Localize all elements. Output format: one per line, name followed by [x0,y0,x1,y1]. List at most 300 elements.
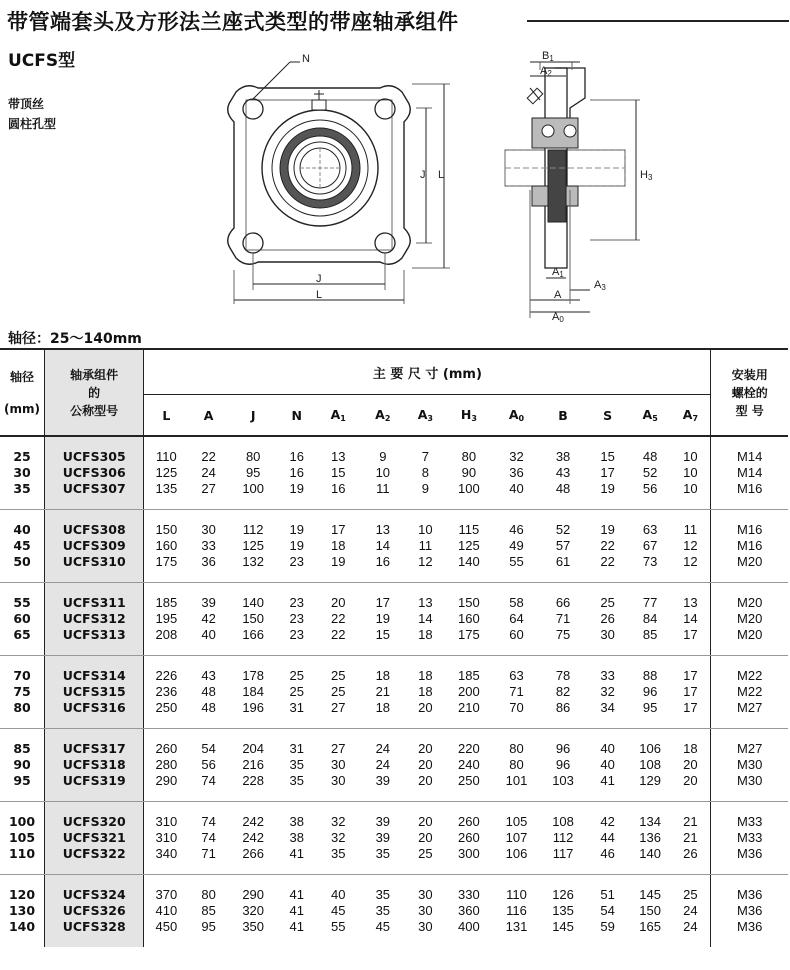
spec-table [0,348,788,947]
cell-model: UCFS311 [45,595,144,611]
cell-dim: 73 [642,554,658,569]
dim-header-0: L [144,395,189,437]
cell-dim: 26 [600,611,615,626]
cell-dim: 112 [552,830,574,845]
cell-dim: 107 [505,830,528,845]
cell-dim: 14 [683,611,698,626]
cell-dim: 16 [331,481,346,496]
table-row [0,700,788,716]
cell-dim: 86 [555,700,571,715]
side-view [505,50,653,324]
cell-dim: 160 [458,611,480,626]
table-row [0,757,788,773]
cell-dim: 23 [289,627,304,642]
cell-dim: 30 [418,887,433,902]
cell-dim: 59 [600,919,615,934]
cell-dim: 16 [289,465,304,480]
group-spacer [0,875,788,888]
cell-dim: 55 [331,919,346,934]
cell-dim: 45 [375,919,391,934]
cell-dim: 74 [201,830,216,845]
cell-dim: 41 [289,846,304,861]
cell-dim: 18 [418,627,433,642]
cell-dim: 250 [144,700,189,716]
cell-shaft: 105 [8,830,36,845]
cell-model: UCFS310 [45,554,144,570]
cell-dim: 260 [458,814,480,829]
cell-dim: 196 [242,700,265,715]
cell-dim: 32 [600,684,615,699]
cell-dim: 67 [642,538,658,553]
cell-dim: 226 [144,668,189,684]
dim-header-3: N [277,395,315,437]
cell-model: UCFS315 [45,684,144,700]
cell-model: UCFS318 [45,757,144,773]
cell-model: UCFS316 [45,700,144,716]
cell-dim: 32 [509,449,524,464]
cell-dim: 106 [505,846,528,861]
cell-dim: 210 [458,700,480,715]
group-spacer [0,570,788,583]
cell-dim: 20 [683,757,698,772]
cell-dim: 150 [144,522,189,538]
cell-dim: 52 [642,465,658,480]
cell-dim: 20 [418,700,433,715]
table-row [0,595,788,611]
cell-dim: 20 [418,741,433,756]
cell-model: UCFS326 [45,903,144,919]
table-row [0,538,788,554]
table-row [0,554,788,570]
table-row [0,465,788,481]
cell-dim: 63 [642,522,658,537]
group-spacer [0,510,788,523]
label-A: A [554,289,562,301]
cell-dim: 49 [509,538,524,553]
dim-header-10: S [585,395,630,437]
cell-bolt: M36 [711,846,788,862]
cell-dim: 15 [600,449,615,464]
cell-dim: 18 [683,741,698,756]
cell-dim: 16 [375,554,391,569]
label-B1: B1 [542,50,554,63]
cell-shaft: 40 [13,522,31,537]
cell-dim: 12 [683,538,698,553]
cell-dim: 450 [144,919,189,935]
cell-dim: 9 [421,481,429,496]
cell-shaft: 50 [13,554,31,569]
cell-dim: 266 [242,846,265,861]
cell-dim: 20 [418,757,433,772]
cell-dim: 80 [245,449,261,464]
cell-dim: 108 [639,757,661,772]
cell-dim: 35 [375,846,391,861]
cell-dim: 129 [639,773,661,788]
cell-dim: 16 [289,449,304,464]
cell-dim: 17 [331,522,346,537]
technical-drawing [0,40,790,325]
cell-model: UCFS308 [45,522,144,538]
dim-header-6: $A_3$ [405,395,446,437]
table-row [0,814,788,830]
cell-dim: 24 [201,465,216,480]
cell-dim: 36 [509,465,524,480]
cell-dim: 20 [418,814,433,829]
table-body [0,436,788,947]
cell-dim: 370 [144,887,189,903]
cell-bolt: M22 [711,668,788,684]
cell-dim: 31 [289,741,304,756]
cell-bolt: M36 [711,903,788,919]
cell-dim: 74 [201,773,216,788]
cell-dim: 125 [242,538,265,553]
cell-dim: 41 [289,887,304,902]
cell-dim: 11 [418,538,433,553]
cell-shaft: 45 [13,538,31,553]
cell-dim: 18 [331,538,346,553]
cell-dim: 36 [201,554,216,569]
cell-dim: 77 [642,595,658,610]
cell-dim: 150 [458,595,480,610]
cell-dim: 200 [458,684,480,699]
cell-dim: 100 [242,481,265,496]
cell-dim: 310 [144,814,189,830]
cell-dim: 260 [458,830,480,845]
table-row [0,684,788,700]
cell-dim: 75 [555,627,571,642]
cell-dim: 15 [331,465,346,480]
cell-bolt: M36 [711,919,788,935]
cell-bolt: M16 [711,538,788,554]
cell-model: UCFS305 [45,449,144,465]
cell-dim: 30 [331,773,346,788]
cell-dim: 78 [555,668,571,683]
cell-dim: 40 [201,627,216,642]
cell-dim: 185 [144,595,189,611]
cell-dim: 14 [418,611,433,626]
group-spacer [0,789,788,802]
cell-shaft: 90 [13,757,31,772]
cell-dim: 19 [600,481,615,496]
cell-dim: 228 [242,773,265,788]
cell-dim: 117 [552,846,574,861]
cell-dim: 17 [683,700,698,715]
cell-dim: 35 [375,903,391,918]
cell-bolt: M27 [711,700,788,716]
cell-model: UCFS320 [45,814,144,830]
cell-dim: 185 [458,668,480,683]
cell-dim: 24 [683,903,698,918]
cell-dim: 108 [552,814,574,829]
cell-dim: 105 [505,814,528,829]
col-code-header: 轴承组件 的 公称型号 [45,349,144,436]
cell-model: UCFS319 [45,773,144,789]
cell-shaft: 25 [13,449,31,464]
cell-dim: 220 [458,741,480,756]
cell-dim: 66 [555,595,571,610]
cell-dim: 19 [289,538,304,553]
cell-bolt: M33 [711,830,788,846]
cell-dim: 150 [639,903,661,918]
table-row [0,830,788,846]
cell-dim: 22 [600,538,615,553]
label-L-vert: L [438,169,445,181]
side-note-line-2: 圆柱孔型 [8,117,57,131]
table-row [0,627,788,643]
group-spacer [0,862,788,875]
cell-bolt: M14 [711,449,788,465]
cell-dim: 25 [331,668,346,683]
group-spacer [0,497,788,510]
table-row [0,449,788,465]
cell-shaft: 65 [13,627,31,642]
label-A1: A1 [552,266,564,279]
cell-dim: 20 [418,830,433,845]
cell-dim: 80 [509,757,524,772]
cell-dim: 30 [600,627,615,642]
cell-dim: 236 [144,684,189,700]
cell-dim: 310 [144,830,189,846]
cell-dim: 115 [458,522,480,537]
title-row [7,6,787,36]
group-spacer [0,583,788,596]
cell-model: UCFS322 [45,846,144,862]
cell-dim: 45 [331,903,346,918]
cell-model: UCFS317 [45,741,144,757]
cell-dim: 18 [375,700,391,715]
cell-model: UCFS314 [45,668,144,684]
cell-dim: 184 [242,684,265,699]
cell-dim: 52 [555,522,571,537]
dim-header-11: $A_5$ [630,395,671,437]
cell-dim: 165 [639,919,661,934]
cell-dim: 42 [201,611,216,626]
table-row [0,481,788,497]
dim-header-12: $A_7$ [670,395,711,437]
cell-dim: 24 [375,757,391,772]
cell-dim: 12 [418,554,433,569]
cell-shaft: 140 [8,919,36,934]
cell-dim: 400 [458,919,480,934]
cell-dim: 39 [201,595,216,610]
cell-dim: 71 [509,684,524,699]
cell-dim: 27 [201,481,216,496]
cell-dim: 39 [375,830,391,845]
cell-dim: 20 [418,773,433,788]
cell-dim: 175 [144,554,189,570]
cell-dim: 25 [289,684,304,699]
cell-bolt: M36 [711,887,788,903]
cell-dim: 58 [509,595,524,610]
cell-dim: 32 [331,814,346,829]
dims-header: 主 要 尺 寸 (mm) [144,349,711,395]
cell-dim: 22 [201,449,216,464]
cell-dim: 18 [418,668,433,683]
cell-dim: 8 [421,465,429,480]
label-J-vert: J [420,169,426,181]
cell-dim: 88 [642,668,658,683]
cell-dim: 103 [552,773,574,788]
cell-model: UCFS321 [45,830,144,846]
cell-dim: 340 [144,846,189,862]
cell-dim: 116 [506,903,527,918]
cell-dim: 41 [289,903,304,918]
cell-dim: 135 [144,481,189,497]
cell-dim: 12 [683,554,698,569]
cell-dim: 14 [375,538,391,553]
cell-dim: 80 [201,887,216,902]
cell-dim: 38 [289,814,304,829]
label-H3: H3 [640,169,653,182]
cell-dim: 19 [600,522,615,537]
cell-dim: 25 [600,595,615,610]
cell-dim: 38 [555,449,571,464]
cell-dim: 84 [642,611,658,626]
dim-header-5: $A_2$ [361,395,406,437]
cell-dim: 80 [461,449,477,464]
cell-dim: 135 [552,903,574,918]
front-view [228,53,450,304]
cell-dim: 85 [201,903,216,918]
cell-dim: 178 [242,668,265,683]
cell-dim: 95 [245,465,261,480]
cell-dim: 25 [331,684,346,699]
cell-dim: 43 [555,465,571,480]
col-shaft-header: 轴径 (mm) [0,349,45,436]
label-A3: A3 [594,279,606,292]
cell-dim: 11 [683,522,698,537]
table-row [0,903,788,919]
cell-dim: 140 [458,554,480,569]
cell-bolt: M20 [711,554,788,570]
table-header-row-1 [0,349,788,395]
cell-dim: 30 [418,903,433,918]
cell-bolt: M14 [711,465,788,481]
cell-dim: 82 [555,684,571,699]
cell-dim: 240 [458,757,480,772]
table-row [0,668,788,684]
cell-dim: 46 [600,846,615,861]
cell-shaft: 70 [13,668,31,683]
table-row [0,773,788,789]
cell-dim: 10 [683,481,698,496]
cell-dim: 250 [458,773,480,788]
cell-bolt: M16 [711,522,788,538]
cell-dim: 10 [375,465,391,480]
cell-dim: 132 [242,554,265,569]
cell-dim: 35 [375,887,391,902]
cell-dim: 15 [375,627,391,642]
cell-dim: 40 [331,887,346,902]
cell-dim: 13 [331,449,346,464]
cell-dim: 40 [509,481,524,496]
cell-dim: 71 [201,846,216,861]
cell-dim: 131 [505,919,528,934]
cell-dim: 17 [683,668,698,683]
cell-dim: 80 [509,741,524,756]
cell-dim: 23 [289,554,304,569]
title-rule [527,20,789,22]
cell-dim: 23 [289,611,304,626]
cell-dim: 13 [683,595,698,610]
cell-dim: 25 [683,887,698,902]
cell-dim: 17 [600,465,615,480]
cell-dim: 22 [331,627,346,642]
cell-dim: 19 [331,554,346,569]
cell-dim: 330 [458,887,480,902]
group-spacer [0,643,788,656]
cell-dim: 70 [509,700,524,715]
cell-dim: 195 [144,611,189,627]
cell-dim: 350 [242,919,265,934]
side-note-line-1: 带顶丝 [8,97,45,111]
cell-dim: 56 [201,757,216,772]
cell-dim: 242 [242,830,265,845]
cell-dim: 57 [555,538,571,553]
cell-bolt: M20 [711,595,788,611]
cell-dim: 60 [509,627,524,642]
cell-dim: 23 [289,595,304,610]
page-title: 带管端套头及方形法兰座式类型的带座轴承组件 [7,10,459,34]
cell-shaft: 85 [13,741,31,756]
cell-dim: 19 [375,611,391,626]
cell-dim: 110 [144,449,189,465]
cell-dim: 30 [201,522,216,537]
cell-dim: 26 [683,846,698,861]
model-label: UCFS型 [8,51,76,71]
cell-dim: 410 [144,903,189,919]
cell-dim: 54 [201,741,216,756]
cell-model: UCFS307 [45,481,144,497]
dim-header-2: J [229,395,278,437]
cell-dim: 39 [375,814,391,829]
cell-dim: 24 [683,919,698,934]
cell-dim: 33 [201,538,216,553]
cell-dim: 21 [683,814,698,829]
group-spacer [0,935,788,947]
cell-dim: 216 [242,757,265,772]
label-L-horiz: L [316,289,323,301]
cell-dim: 24 [375,741,391,756]
cell-dim: 39 [375,773,391,788]
cell-shaft: 30 [13,465,31,480]
cell-dim: 280 [144,757,189,773]
cell-bolt: M20 [711,627,788,643]
cell-dim: 136 [639,830,661,845]
cell-bolt: M27 [711,741,788,757]
cell-dim: 166 [242,627,265,642]
cell-dim: 20 [331,595,346,610]
cell-dim: 101 [505,773,528,788]
cell-dim: 19 [289,522,304,537]
cell-dim: 71 [555,611,571,626]
cell-dim: 125 [458,538,480,553]
cell-dim: 100 [458,481,480,496]
label-A0: A0 [552,311,564,324]
cell-dim: 160 [144,538,189,554]
group-spacer [0,729,788,742]
cell-shaft: 110 [8,846,36,861]
dim-header-1: A [188,395,229,437]
cell-shaft: 120 [8,887,36,902]
cell-dim: 55 [509,554,524,569]
cell-dim: 48 [201,700,216,715]
cell-bolt: M16 [711,481,788,497]
cell-dim: 44 [600,830,615,845]
cell-dim: 106 [639,741,661,756]
label-J-horiz: J [316,273,322,285]
cell-dim: 204 [242,741,265,756]
